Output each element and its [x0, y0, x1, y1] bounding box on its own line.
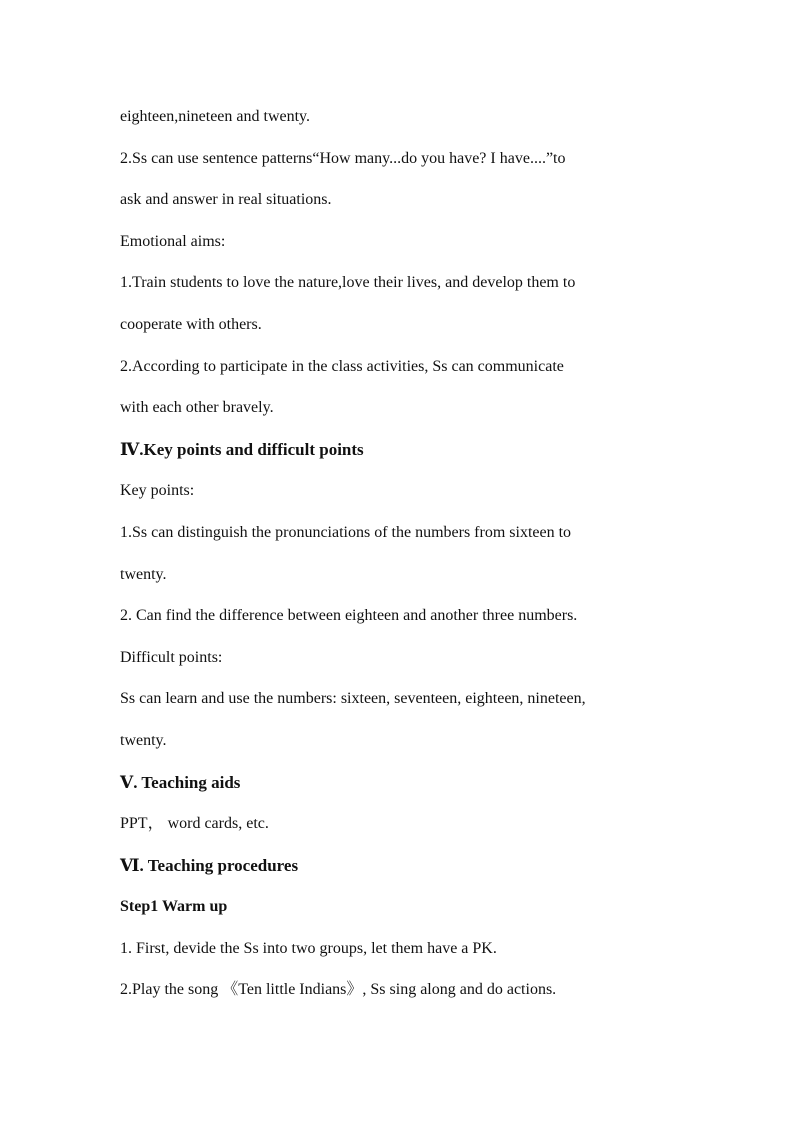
body-text-line: 1.Ss can distinguish the pronunciations of the numbers from sixteen to [120, 523, 572, 541]
subsection-label: Emotional aims: [120, 232, 226, 250]
step-heading: Step1 Warm up [120, 898, 228, 916]
body-text-line: 1. First, devide the Ss into two groups, let them have a PK. [120, 939, 497, 957]
subsection-label: Key points: [120, 482, 195, 500]
body-text-line: 2.Ss can use sentence patterns“How many...do you have? I have....”to [120, 149, 566, 167]
section-heading-teaching-procedures: Ⅵ. Teaching procedures [120, 855, 299, 875]
body-text-line: 1.Train students to love the nature,love their lives, and develop them to [120, 274, 576, 292]
body-text-line: cooperate with others. [120, 315, 262, 333]
body-text-line: 2.According to participate in the class activities, Ss can communicate [120, 357, 564, 375]
body-text-line: Ss can learn and use the numbers: sixteen, seventeen, eighteen, nineteen, [120, 690, 586, 708]
body-text-line: PPT， word cards, etc. [120, 815, 269, 833]
section-heading-teaching-aids: Ⅴ. Teaching aids [120, 772, 241, 792]
body-text-line: with each other bravely. [120, 399, 274, 417]
document-body [120, 104, 680, 1019]
body-text-line: eighteen,nineteen and twenty. [120, 108, 310, 125]
body-text-line: 2. Can find the difference between eighteen and another three numbers. [120, 607, 578, 625]
body-text-line: ask and answer in real situations. [120, 191, 332, 209]
body-text-line: 2.Play the song 《Ten little Indians》, Ss sing along and do actions. [120, 981, 557, 999]
subsection-label: Difficult points: [120, 648, 223, 666]
body-text-line: twenty. [120, 565, 167, 583]
body-text-line: twenty. [120, 731, 167, 749]
section-heading-key-points: Ⅳ.Key points and difficult points [120, 439, 364, 459]
